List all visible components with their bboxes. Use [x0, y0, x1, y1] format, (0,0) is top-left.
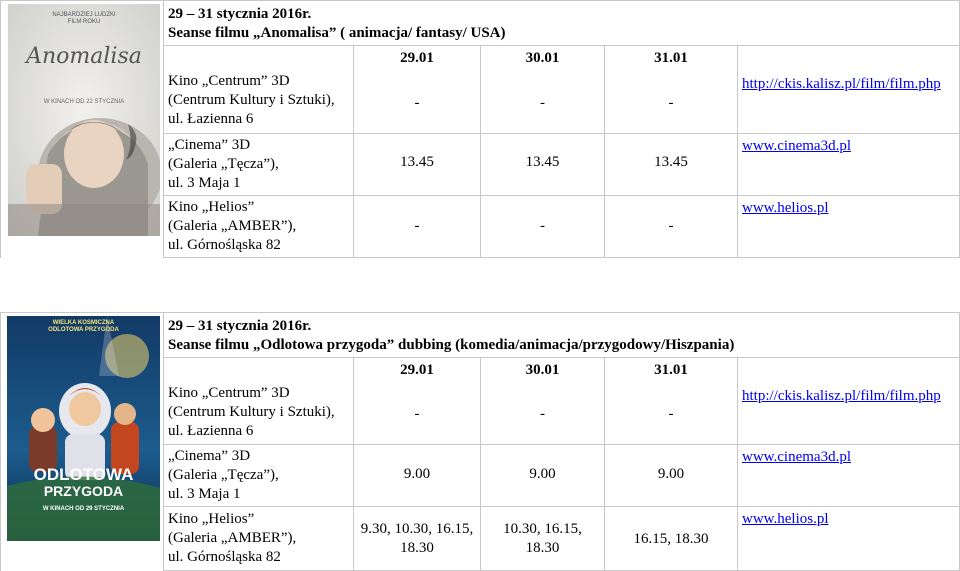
table-border: [737, 46, 738, 258]
anomalisa-poster-art: [8, 4, 160, 236]
showtime: -: [414, 95, 420, 111]
showtime: [605, 530, 737, 549]
venue-link[interactable]: www.cinema3d.pl: [742, 138, 851, 154]
poster-tagline-line: ODLOTOWA PRZYGODA: [48, 327, 119, 333]
dates-line: 29 – 31 stycznia 2016r.: [168, 318, 312, 334]
table-border: [163, 312, 164, 571]
venue-link[interactable]: www.helios.pl: [742, 200, 829, 216]
showtime-line: 18.30: [525, 540, 560, 556]
venue-name: „Cinema” 3D: [168, 448, 251, 464]
venue-address: ul. Górnośląska 82: [168, 237, 281, 253]
venue-address: ul. 3 Maja 1: [168, 486, 241, 502]
table-border: [737, 195, 960, 196]
venue-cell: [168, 447, 279, 504]
venue-link[interactable]: http://ckis.kalisz.pl/film/film.php: [742, 76, 941, 92]
poster-title: Anomalisa: [26, 44, 142, 69]
showtime: -: [414, 218, 420, 234]
film-title-line: Seanse filmu „Anomalisa” ( animacja/ fantasy/ USA): [168, 25, 506, 41]
table-border: [164, 45, 960, 46]
odlotowa-przygoda-poster: [7, 316, 160, 541]
showtime: -: [540, 406, 545, 422]
showtime: 9.00: [403, 466, 431, 482]
venue-link[interactable]: www.helios.pl: [742, 511, 829, 527]
venue-link[interactable]: http://ckis.kalisz.pl/film/film.php: [742, 388, 941, 404]
showtime-line: 16.15, 18.30: [633, 531, 709, 547]
anomalisa-poster: [8, 4, 160, 236]
venue-name: „Cinema” 3D: [168, 137, 251, 153]
showtime: -: [668, 406, 674, 422]
poster-release: W KINACH OD 22 STYCZNIA: [43, 99, 125, 105]
table-border: [0, 0, 960, 1]
showtime-line: 10.30, 16.15,: [503, 521, 582, 537]
table-border: [737, 444, 960, 445]
venue-cell: [168, 198, 296, 255]
table-border: [737, 358, 738, 571]
showtime: [354, 520, 480, 558]
showtime: -: [414, 406, 420, 422]
showtime: 9.00: [657, 466, 685, 482]
poster-title-line: PRZYGODA: [43, 483, 124, 499]
poster-title-line: ODLOTOWA: [33, 465, 134, 484]
day-header: 29.01: [400, 362, 434, 378]
venue-cell: [168, 136, 279, 193]
table-border: [0, 312, 1, 571]
showtime: -: [540, 218, 545, 234]
venue-location: (Centrum Kultury i Sztuki),: [168, 92, 335, 108]
showtime: 13.45: [525, 154, 560, 170]
showtime-line: 18.30: [400, 540, 434, 556]
table-border: [164, 506, 737, 507]
poster-tagline-line: FILM ROKU: [67, 19, 101, 25]
showtime-line: 9.30, 10.30, 16.15,: [360, 521, 474, 537]
venue-name: Kino „Centrum” 3D: [168, 73, 290, 89]
showtime: -: [668, 218, 674, 234]
table-border: [164, 257, 960, 258]
venue-location: (Galeria „Tęcza”),: [168, 156, 279, 172]
venue-cell: [168, 384, 335, 441]
film-title-line: Seanse filmu „Odlotowa przygoda” dubbing (komedia/animacja/przygodowy/Hiszpania): [168, 337, 735, 353]
poster-tagline: [8, 12, 160, 26]
venue-address: ul. Górnośląska 82: [168, 549, 281, 565]
venue-name: Kino „Helios”: [168, 199, 255, 215]
showtime: 9.00: [529, 466, 556, 482]
venue-location: (Galeria „AMBER”),: [168, 218, 297, 234]
venue-location: (Galeria „AMBER”),: [168, 530, 297, 546]
showtime: 13.45: [654, 154, 688, 170]
day-header: 30.01: [525, 50, 560, 66]
venue-location: (Galeria „Tęcza”),: [168, 467, 279, 483]
venue-cell: [168, 510, 296, 567]
venue-name: Kino „Helios”: [168, 511, 255, 527]
table-border: [164, 357, 960, 358]
poster-release: W KINACH OD 29 STYCZNIA: [42, 506, 125, 512]
dates-line: 29 – 31 stycznia 2016r.: [168, 6, 312, 22]
poster-title: [7, 466, 160, 500]
table-border: [0, 312, 960, 313]
showtime: 13.45: [400, 154, 434, 170]
poster-tagline: [7, 320, 160, 334]
showtime: -: [668, 95, 674, 111]
table-border: [164, 195, 737, 196]
day-header: 31.01: [654, 362, 688, 378]
venue-address: ul. Łazienna 6: [168, 423, 254, 439]
table-border: [164, 133, 737, 134]
venue-address: ul. 3 Maja 1: [168, 175, 241, 191]
showtime: -: [540, 95, 545, 111]
venue-name: Kino „Centrum” 3D: [168, 385, 290, 401]
table-border: [737, 133, 960, 134]
table-border: [737, 506, 960, 507]
poster-tagline-line: NAJBARDZIEJ LUDZKI: [52, 12, 116, 18]
day-header: 30.01: [525, 362, 560, 378]
venue-location: (Centrum Kultury i Sztuki),: [168, 404, 335, 420]
venue-link[interactable]: www.cinema3d.pl: [742, 449, 851, 465]
table-border: [0, 0, 1, 258]
venue-address: ul. Łazienna 6: [168, 111, 254, 127]
table-border: [163, 0, 164, 258]
table-border: [164, 444, 737, 445]
day-header: 31.01: [654, 50, 688, 66]
poster-tagline-line: WIELKA KOSMICZNA: [52, 320, 115, 326]
venue-cell: [168, 72, 335, 129]
showtime: [481, 520, 604, 558]
day-header: 29.01: [400, 50, 434, 66]
